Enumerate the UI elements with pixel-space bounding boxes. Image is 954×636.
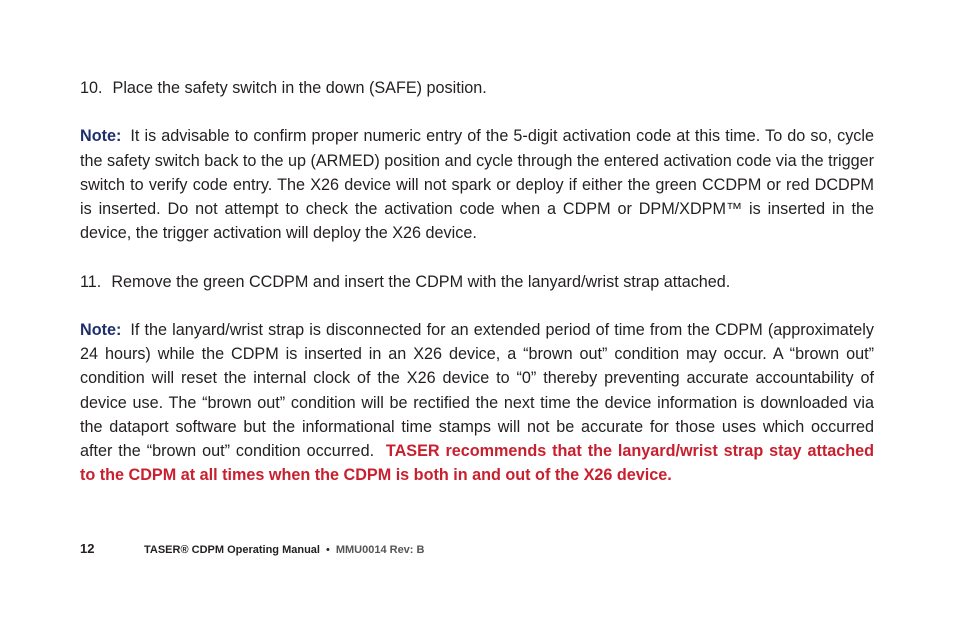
step-number: 10. xyxy=(80,79,103,97)
step-10 xyxy=(80,76,874,100)
note-label: Note: xyxy=(80,127,122,146)
note-activation-code xyxy=(80,124,874,245)
note-brown-out xyxy=(80,318,874,487)
footer-bullet: • xyxy=(325,544,330,556)
revision-code: MMU0014 Rev: B xyxy=(335,544,425,556)
note-label: Note: xyxy=(80,320,122,339)
step-number: 11. xyxy=(80,272,102,291)
step-11 xyxy=(80,270,874,294)
page-footer xyxy=(80,541,424,558)
step-text: Place the safety switch in the down (SAFE) position. xyxy=(112,79,487,97)
warning-text: TASER recommends that the lanyard/wrist strap stay attached to the CDPM at all times when the CDPM is both in and out of the X26 device. xyxy=(80,442,875,485)
manual-title: TASER® CDPM Operating Manual xyxy=(144,544,320,556)
document-body xyxy=(80,76,874,512)
note-text: If the lanyard/wrist strap is disconnected for an extended period of time from the CDPM (approximately 24 hours) while the CDPM is inserted in an X26 device, a “brown out” condition may occur. A “brown out” condition will reset the internal clock of the X26 device to “0” thereby preventing accurate accountability of device use. The “brown out” condition will be rectified the next time the device information is downloaded via the dataport software but the informational time stamps will not be accurate for those uses which occurred after the “brown out” condition occurred. xyxy=(80,320,874,460)
page-number: 12 xyxy=(80,541,95,556)
note-text: It is advisable to confirm proper numeric entry of the 5-digit activation code at this time. To do so, cycle the safety switch back to the up (ARMED) position and cycle through the entered activation code via the trigger switch to verify code entry. The X26 device will not spark or deploy if either the green CCDPM or red DCDPM is inserted. Do not attempt to check the activation code when a CDPM or DPM/XDPM™ is inserted in the device, the trigger activation will deploy the X26 device. xyxy=(80,127,874,243)
step-text: Remove the green CCDPM and insert the CDPM with the lanyard/wrist strap attached. xyxy=(111,272,731,291)
